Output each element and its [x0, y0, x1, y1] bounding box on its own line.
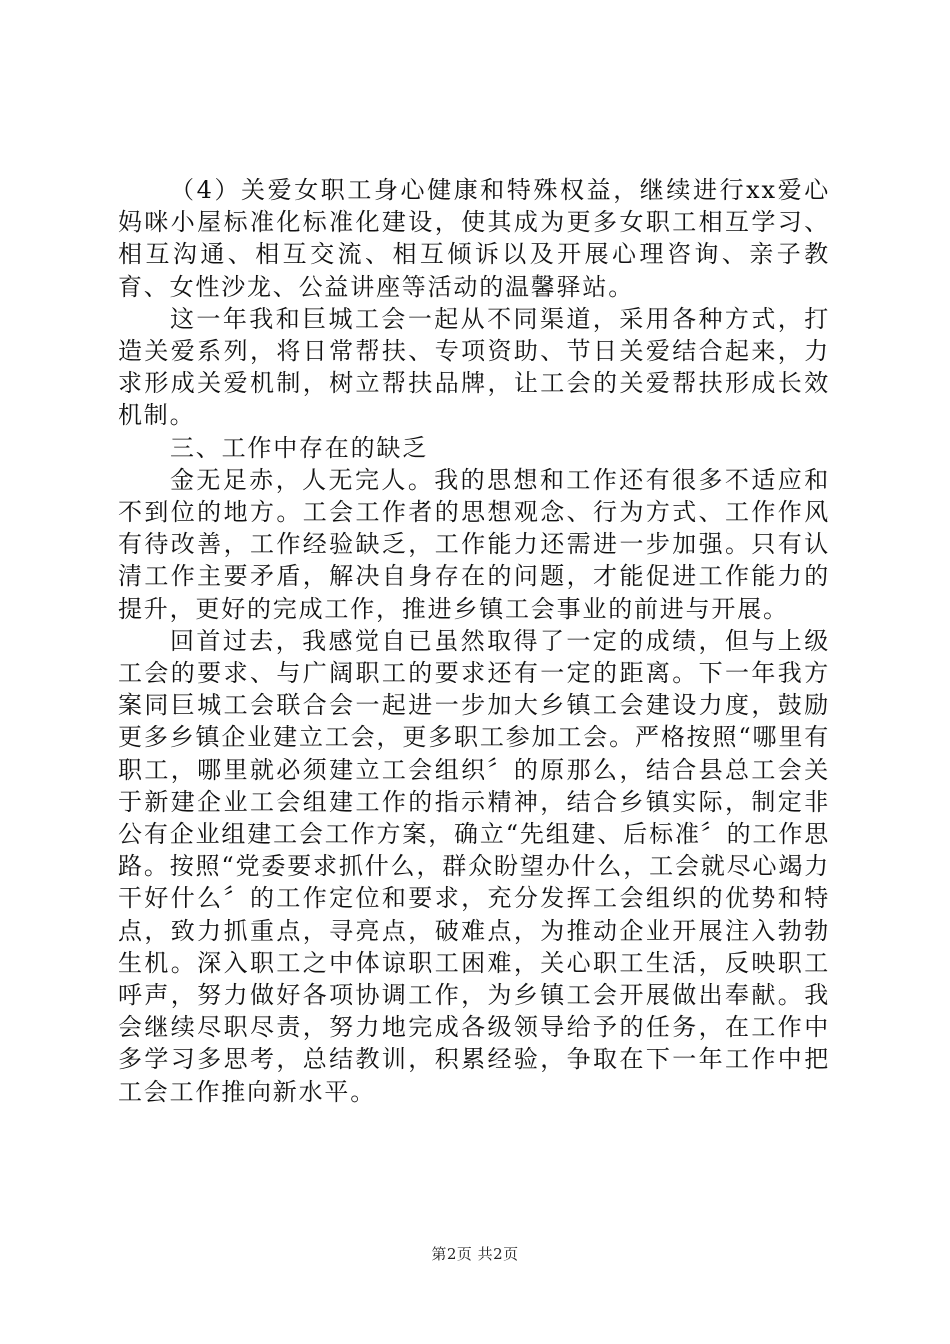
- paragraph-outlook: 回首过去，我感觉自已虽然取得了一定的成绩，但与上级工会的要求、与广阔职工的要求还有一定的距离。下一年我方案同巨城工会联合会一起进一步加大乡镇工会建设力度，鼓励更多乡镇企业建立工会，更多职工参加工会。严格按照“哪里有职工，哪里就必须建立工会组织〞的原那么，结合县总工会关于新建企业工会组建工作的指示精神，结合乡镇实际，制定非公有企业组建工会工作方案，确立“先组建、后标准〞的工作思路。按照“党委要求抓什么，群众盼望办什么，工会就尽心竭力干好什么〞的工作定位和要求，充分发挥工会组织的优势和特点，致力抓重点，寻亮点，破难点，为推动企业开展注入勃勃生机。深入职工之中体谅职工困难，关心职工生活，反映职工呼声，努力做好各项协调工作，为乡镇工会开展做出奉献。我会继续尽职尽责，努力地完成各级领导给予的任务，在工作中多学习多思考，总结教训，积累经验，争取在下一年工作中把工会工作推向新水平。: [118, 626, 830, 1106]
- section-heading-shortcomings: 三、工作中存在的缺乏: [170, 433, 428, 462]
- paragraph-womens-care: （4）关爱女职工身心健康和特殊权益，继续进行xx爱心妈咪小屋标准化标准化建设，使其成为更多女职工相互学习、相互沟通、相互交流、相互倾诉以及开展心理咨询、亲子教育、女性沙龙、公益讲座等活动的温馨驿站。: [118, 176, 830, 301]
- page-number-footer: 第2页 共2页: [431, 1245, 519, 1263]
- paragraph-shortcomings: 金无足赤，人无完人。我的思想和工作还有很多不适应和不到位的地方。工会工作者的思想观念、行为方式、工作作风有待改善，工作经验缺乏，工作能力还需进一步加强。只有认清工作主要矛盾，解决自身存在的问题，才能促进工作能力的提升，更好的完成工作，推进乡镇工会事业的前进与开展。: [118, 465, 830, 623]
- paragraph-care-series: 这一年我和巨城工会一起从不同渠道，采用各种方式，打造关爱系列，将日常帮扶、专项资助、节日关爱结合起来，力求形成关爱机制，树立帮扶品牌，让工会的关爱帮扶形成长效机制。: [118, 304, 830, 430]
- document-body: [118, 174, 830, 1108]
